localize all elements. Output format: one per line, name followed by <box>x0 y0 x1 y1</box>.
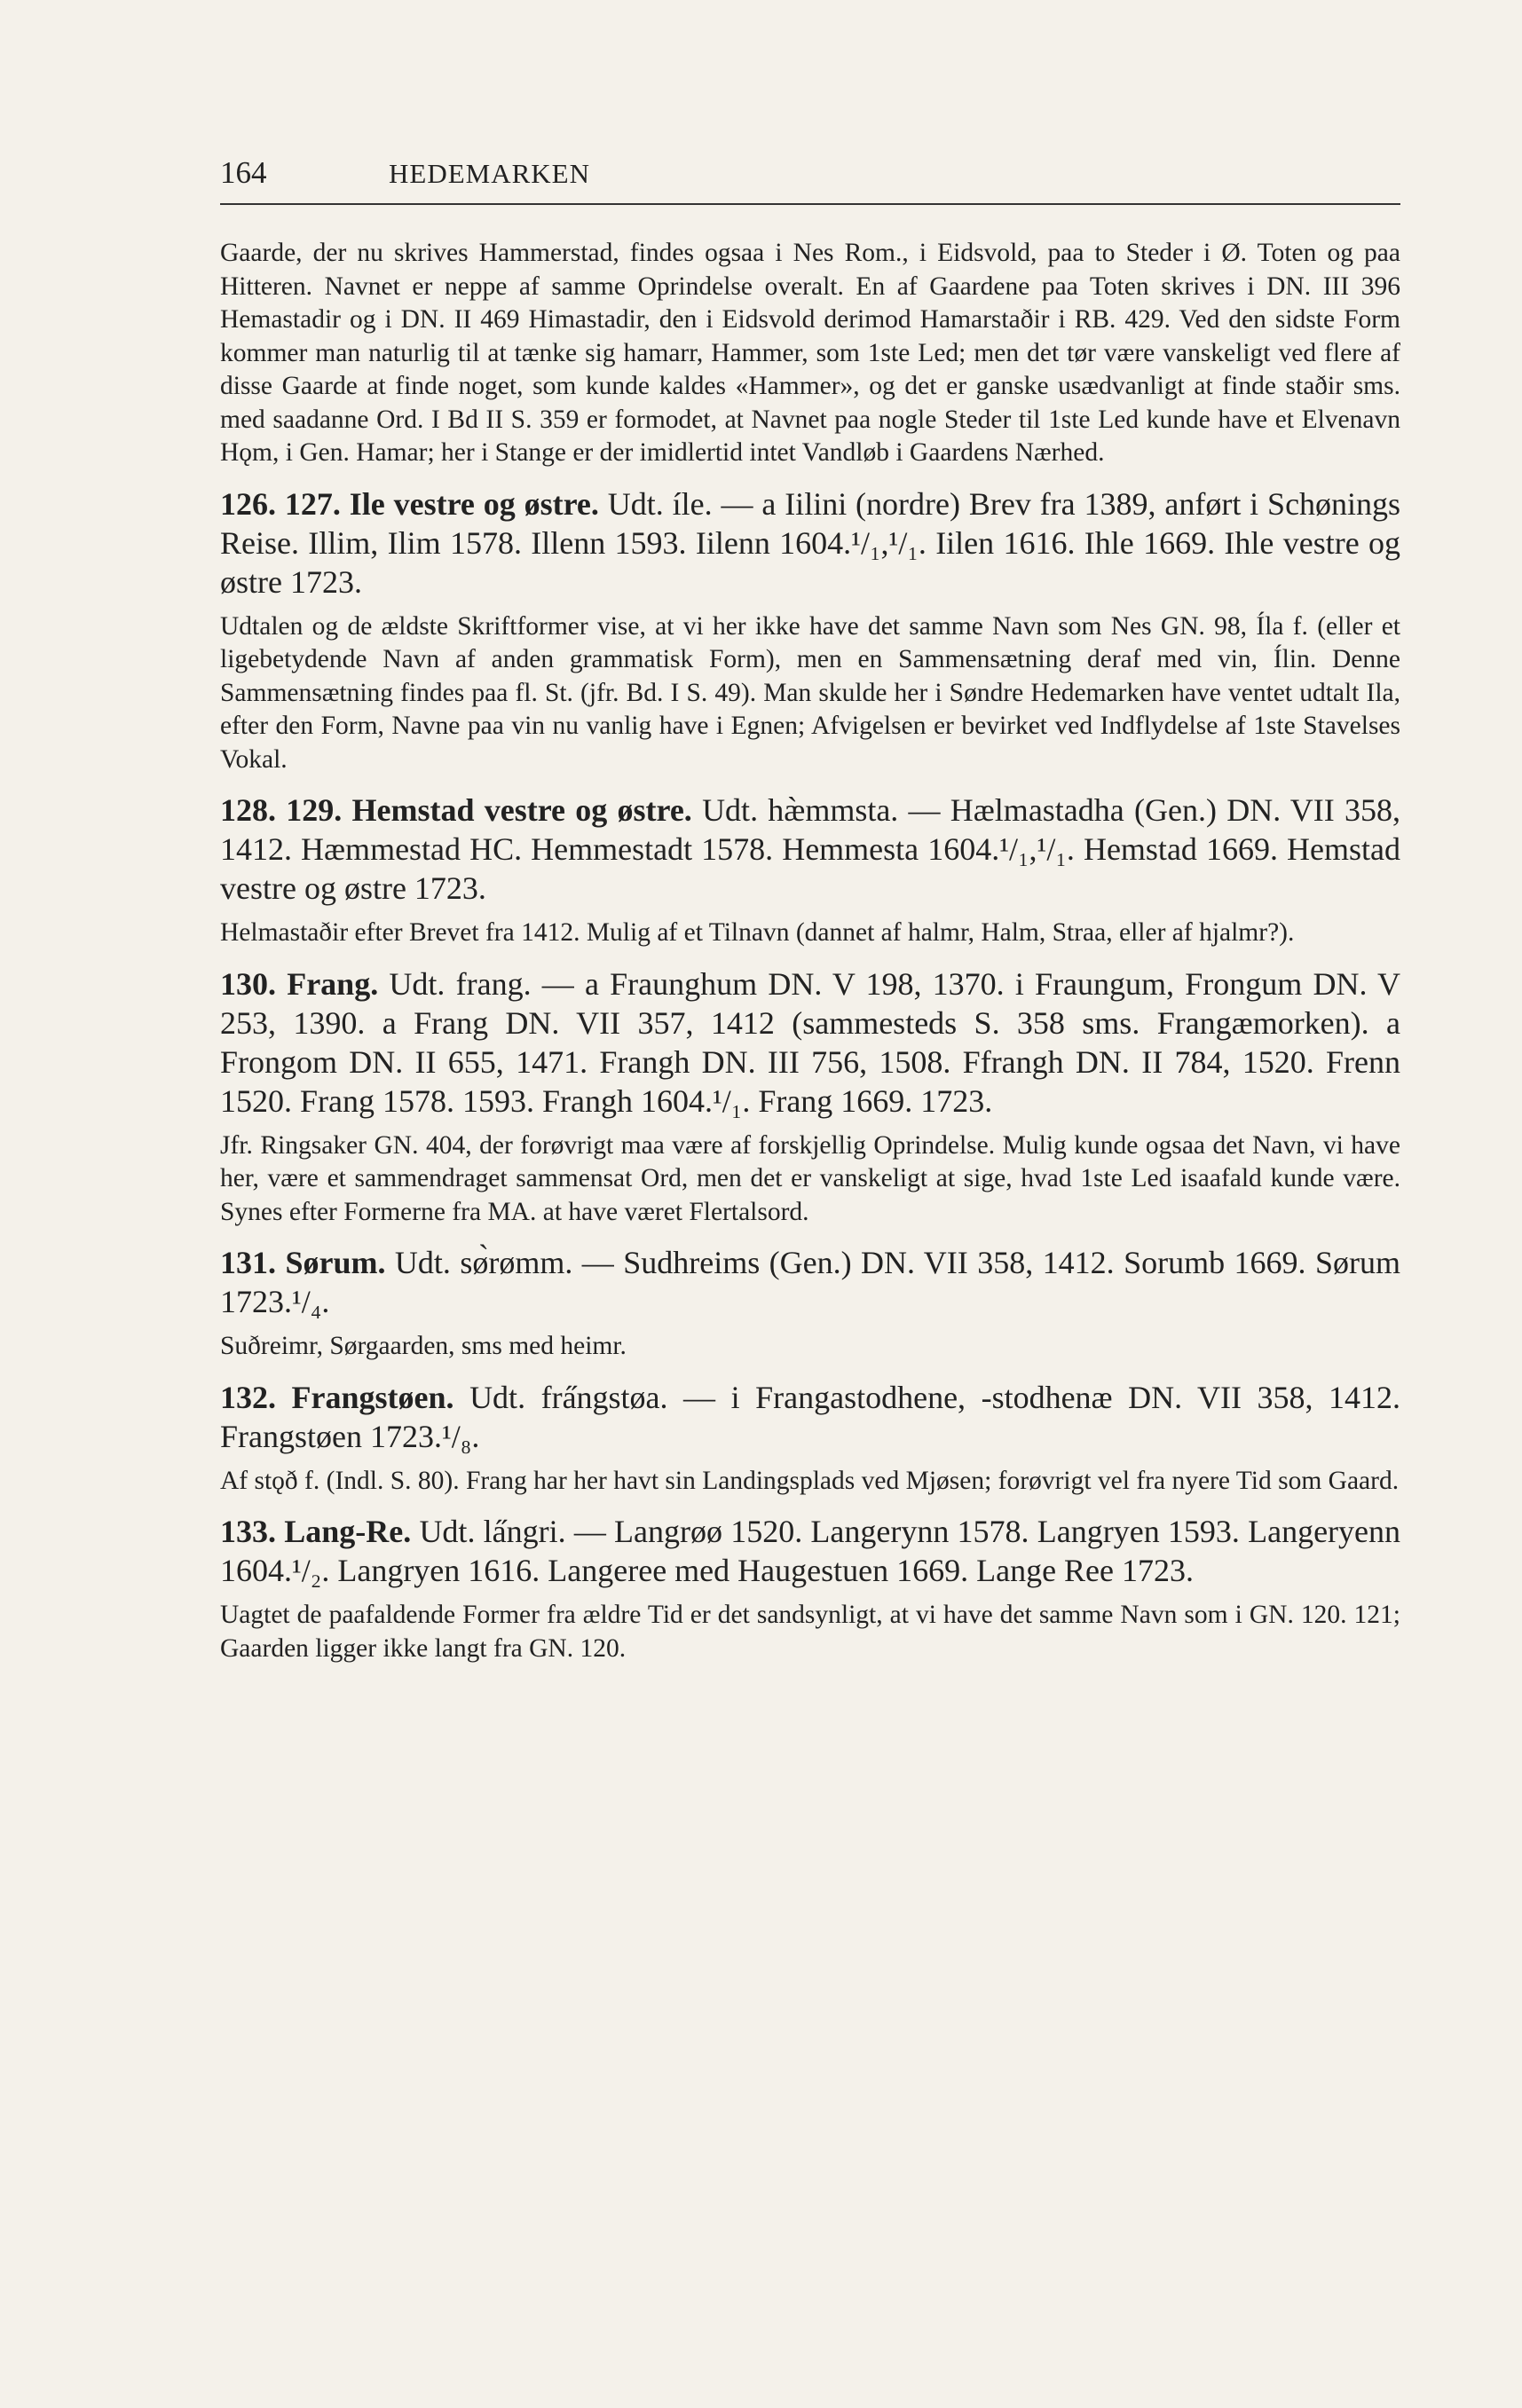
commentary-paragraph: Jfr. Ringsaker GN. 404, der forøvrigt maa være af forskjellig Oprindelse. Mulig kunde ogsaa det Navn, vi have her, være et sammendraget sammensat Ord, men det er vanskeligt at sige, hvad 1ste Led isaafald kunde være. Synes efter Formerne fra MA. at have været Flertalsord. <box>220 1130 1400 1226</box>
commentary-paragraph: Helmastaðir efter Brevet fra 1412. Mulig af et Tilnavn (dannet af halmr, Halm, Straa, eller af hjalmr?). <box>220 918 1295 947</box>
page-content <box>220 237 1400 1665</box>
entry-name: Lang-Re. <box>284 1514 412 1549</box>
entry-text: Udt. la̋ngri. — Langrøø 1520. Langerynn 1578. Langryen 1593. Langeryenn 1604.¹/₂. Langryen 1616. Langeree med Haugestuen 1669. Lange Ree 1723. <box>220 1514 1401 1588</box>
book-page <box>220 155 1400 1665</box>
running-title: HEDEMARKEN <box>389 158 590 189</box>
entry-text: Udt. fra̋ngstøa. — i Frangastodhene, -stodhenæ DN. VII 358, 1412. Frangstøen 1723.¹/₈. <box>220 1379 1400 1454</box>
intro-paragraph: Gaarde, der nu skrives Hammerstad, findes ogsaa i Nes Rom., i Eidsvold, paa to Steder i Ø. Toten og paa Hitteren. Navnet er neppe af samme Oprindelse overalt. En af Gaardene paa Toten skrives i DN. III 396 Hemastadir og i DN. II 469 Himastadir, den i Eidsvold derimod Hamarstaðir i RB. 429. Ved den sidste Form kommer man naturlig til at tænke sig hamarr, Hammer, som 1ste Led; men det tør være vanskeligt ved flere af disse Gaarde at finde noget, som kunde kaldes «Hammer», og det er ganske usædvanligt at finde staðir sms. med saadanne Ord. I Bd II S. 359 er formodet, at Navnet paa nogle Steder til 1ste Led kunde have et Elvenavn Hǫm, i Gen. Hamar; her i Stange er der imidlertid intet Vandløb i Gaardens Nærhed. <box>220 239 1400 467</box>
entry-text: Udt. íle. — a Iilini (nordre) Brev fra 1389, anført i Schønings Reise. Illim, Ilim 1578. Illenn 1593. Iilenn 1604.¹/₁,¹/₁. Iilen 1616. Ihle 1669. Ihle vestre og østre 1723. <box>220 485 1401 600</box>
entry-name: Frangstøen. <box>291 1379 454 1415</box>
entry-133 <box>220 1512 1400 1590</box>
entry-name: Hemstad vestre og østre. <box>351 792 692 828</box>
entry-number: 133. <box>220 1514 276 1549</box>
entry-name: Frang. <box>287 965 379 1002</box>
entry-text: Udt. hæ̀mmsta. — Hælmastadha (Gen.) DN. VII 358, 1412. Hæmmestad HC. Hemmestadt 1578. Hemmesta 1604.¹/₁,¹/₁. Hemstad 1669. Hemstad vestre og østre 1723. <box>220 792 1401 906</box>
entry-name: Ile vestre og østre. <box>349 485 599 522</box>
commentary-paragraph: Af stǫð f. (Indl. S. 80). Frang har her havt sin Landingsplads ved Mjøsen; forøvrigt vel fra nyere Tid som Gaard. <box>220 1466 1400 1495</box>
entry-126-127 <box>220 484 1400 602</box>
entry-number: 131. <box>220 1245 276 1280</box>
entry-132 <box>220 1378 1400 1456</box>
page-number: 164 <box>220 155 267 190</box>
entry-128-129 <box>220 791 1400 908</box>
page-header <box>220 155 1400 205</box>
commentary-paragraph: Uagtet de paafaldende Former fra ældre Tid er det sandsynligt, at vi have det samme Navn som i GN. 120. 121; Gaarden ligger ikke langt fra GN. 120. <box>220 1601 1400 1663</box>
entry-131 <box>220 1243 1400 1321</box>
commentary-paragraph: Suðreimr, Sørgaarden, sms med heimr. <box>220 1332 627 1360</box>
entry-name: Sørum. <box>285 1245 386 1280</box>
entry-number: 132. <box>220 1379 276 1415</box>
entry-130 <box>220 964 1400 1121</box>
entry-number: 130. <box>220 965 276 1002</box>
commentary-paragraph: Udtalen og de ældste Skriftformer vise, at vi her ikke have det samme Navn som Nes GN. 98, Íla f. (eller et ligebetydende Navn af anden grammatisk Form), men en Sammensætning deraf med vin, Ílin. Denne Sammensætning findes paa fl. St. (jfr. Bd. I S. 49). Man skulde her i Søndre Hedemarken have ventet udtalt Ila, efter den Form, Navne paa vin nu vanlig have i Egnen; Afvigelsen er bevirket ved Indflydelse af 1ste Stavelses Vokal. <box>220 611 1400 774</box>
entry-number: 126. 127. <box>220 485 341 522</box>
entry-text: Udt. frang. — a Fraunghum DN. V 198, 1370. i Fraungum, Frongum DN. V 253, 1390. a Frang DN. VII 357, 1412 (sammesteds S. 358 sms. Frangæmorken). a Frongom DN. II 655, 1471. Frangh DN. III 756, 1508. Ffrangh DN. II 784, 1520. Frenn 1520. Frang 1578. 1593. Frangh 1604.¹/₁. Frang 1669. 1723. <box>220 965 1400 1119</box>
entry-number: 128. 129. <box>220 792 343 828</box>
entry-text: Udt. sø̀rømm. — Sudhreims (Gen.) DN. VII 358, 1412. Sorumb 1669. Sørum 1723.¹/₄. <box>220 1245 1400 1319</box>
